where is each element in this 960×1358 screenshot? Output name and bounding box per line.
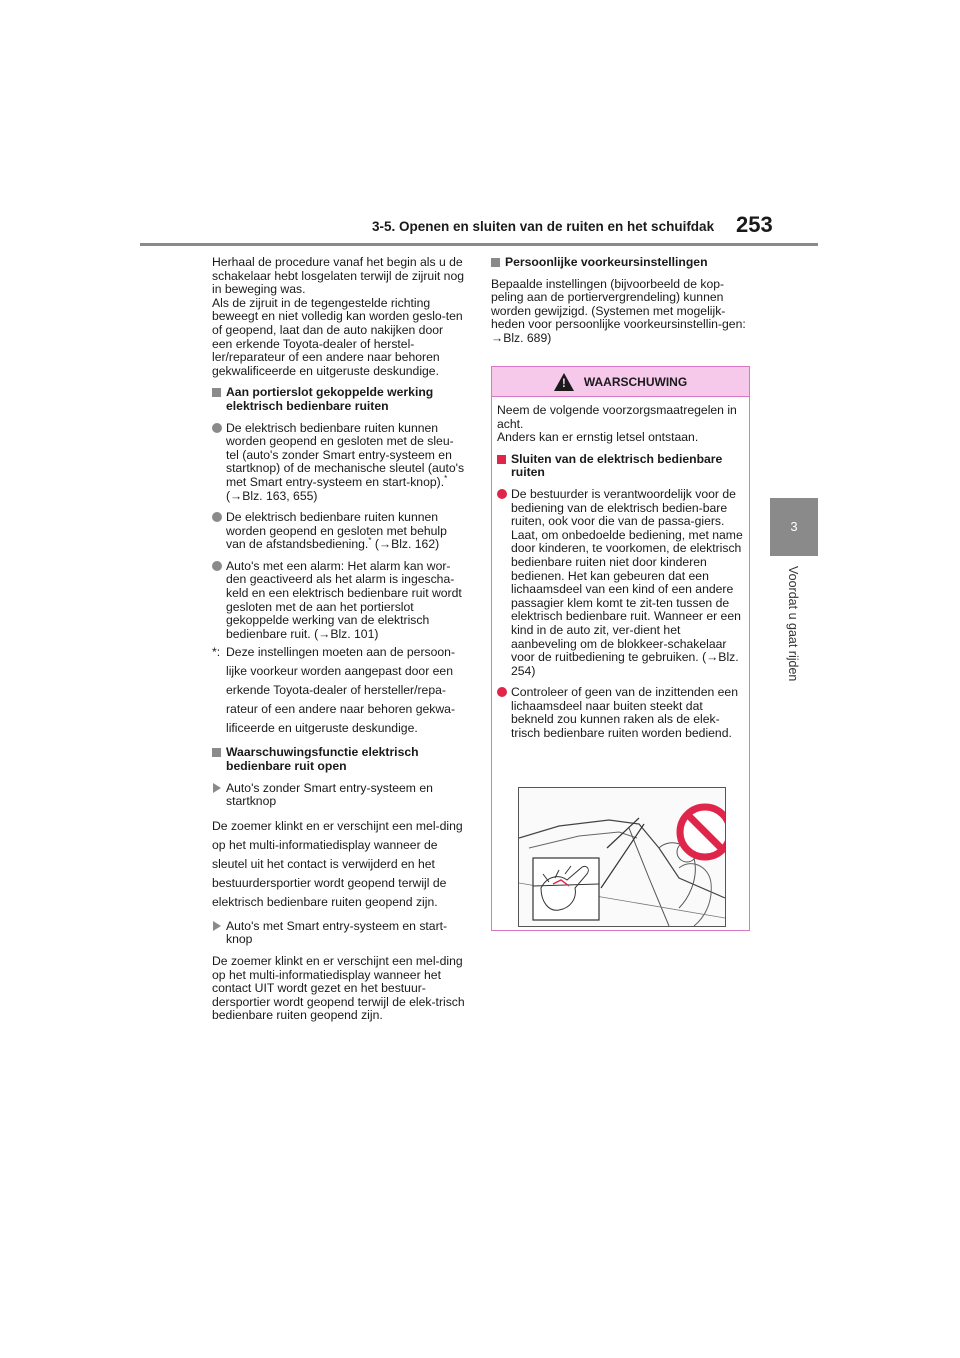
sub-heading bbox=[212, 782, 466, 809]
right-column bbox=[491, 256, 751, 354]
sub-heading-text: Auto's met Smart entry-systeem en start-knop bbox=[226, 918, 448, 947]
list-item bbox=[497, 686, 743, 740]
warning-triangle-icon: ! bbox=[554, 373, 574, 391]
list-item: De elektrisch bedienbare ruiten kunnen worden geopend en gesloten met de sleu-tel (auto's zonder Smart entry-systeem en startknop) of de mechanische sleutel (auto's met Smart entry-systeem en start-knop).* (→Blz. 163, 655) bbox=[212, 422, 466, 504]
square-bullet-icon bbox=[212, 748, 221, 757]
list-item-text: Auto's met een alarm: Het alarm kan wor-den geactiveerd als het alarm is ingescha-keld en een elektrisch bedienbare ruit wordt gesloten met de aan het portierslot gekoppelde werking van de elektrisch bedienbare ruit. (→Blz. 101) bbox=[226, 558, 462, 641]
section-heading-personal-settings bbox=[491, 256, 751, 270]
round-bullet-icon bbox=[497, 687, 507, 697]
hand-in-window-drawing bbox=[519, 788, 725, 926]
body-paragraph: De zoemer klinkt en er verschijnt een mel-ding op het multi-informatiedisplay wanneer het contact UIT wordt gezet en het bestuur-dersportier wordt geopend terwijl de elek-trisch bedienbare ruiten geopend zijn. bbox=[212, 954, 465, 1023]
round-bullet-icon bbox=[497, 489, 507, 499]
sub-heading-text: Auto's zonder Smart entry-systeem en startknop bbox=[226, 780, 433, 809]
heading-text: Persoonlijke voorkeursinstellingen bbox=[505, 255, 708, 269]
triangle-bullet-icon bbox=[213, 921, 221, 931]
list-item-text: Controleer of geen van de inzittenden een lichaamsdeel naar buiten steekt dat bekneld zou kunnen raken als de elek-trisch bedienbare ruiten worden bediend. bbox=[511, 685, 738, 741]
page-number: 253 bbox=[736, 212, 773, 237]
chapter-tab: 3 bbox=[770, 498, 818, 556]
page-reference: (→Blz. 163, 655) bbox=[226, 488, 318, 503]
round-bullet-icon bbox=[212, 512, 222, 522]
round-bullet-icon bbox=[212, 561, 222, 571]
intro-paragraph: Herhaal de procedure vanaf het begin als u de schakelaar hebt losgelaten terwijl de zijruit nog in beweging was. bbox=[212, 255, 465, 297]
sub-heading bbox=[212, 920, 466, 947]
footnote-text: Deze instellingen moeten aan de persoon-lijke voorkeur worden aangepast door een erkende Toyota-dealer of hersteller/repa-rateur of een andere naar behoren gekwa-lificeerde en uitgeruste deskundige. bbox=[226, 645, 456, 736]
round-bullet-icon bbox=[212, 423, 222, 433]
warning-intro: Neem de volgende voorzorgsmaatregelen in acht. bbox=[497, 403, 737, 431]
list-item bbox=[212, 560, 466, 642]
section-heading-door-lock-link bbox=[212, 386, 466, 413]
warning-body bbox=[492, 397, 749, 741]
heading-text: Sluiten van de elektrisch bedienbare ruiten bbox=[511, 451, 723, 480]
heading-text: Waarschuwingsfunctie elektrisch bedienbare ruit open bbox=[226, 745, 419, 774]
left-column bbox=[212, 256, 466, 1031]
header-rule bbox=[140, 243, 818, 246]
running-header: 3-5. Openen en sluiten van de ruiten en het schuifdak bbox=[372, 219, 715, 234]
heading-text: Aan portierslot gekoppelde werking elektrisch bedienbare ruiten bbox=[226, 385, 434, 413]
chapter-side-label: Voordat u gaat rijden bbox=[786, 566, 800, 682]
footnote bbox=[212, 643, 466, 738]
body-paragraph: De zoemer klinkt en er verschijnt een mel-ding op het multi-informatiedisplay wanneer de sleutel uit het contact is verwijderd en het bestuurdersportier wordt geopend terwijl de elektrisch bedienbare ruiten geopend zijn. bbox=[212, 818, 463, 909]
warning-title: WAARSCHUWING bbox=[583, 374, 688, 389]
warning-intro-2: Anders kan er ernstig letsel ontstaan. bbox=[497, 430, 699, 445]
section-heading-open-warning bbox=[212, 746, 466, 773]
footnote-mark: *: bbox=[212, 645, 221, 660]
body-paragraph: Bepaalde instellingen (bijvoorbeeld de kop-peling aan de portiervergrendeling) kunnen worden gewijzigd. (Systemen met mogelijk-heden voor persoonlijke voorkeursinstellin-gen: →Blz. 689) bbox=[491, 276, 746, 345]
intro-paragraph-2: Als de zijruit in de tegengestelde richting beweegt en niet volledig kan worden geslo-ten of geopend, laat dan de auto nakijken door een erkende Toyota-dealer of herstel-ler/reparateur of een andere naar behoren gekwalificeerde en uitgeruste deskundige. bbox=[212, 295, 463, 378]
list-item-text: De elektrisch bedienbare ruiten kunnen worden geopend en gesloten met de sleu-tel (auto's zonder Smart entry-systeem en startknop) of de mechanische sleutel (auto's met Smart entry-systeem en start-knop). bbox=[226, 420, 465, 489]
page-reference: (→Blz. 162) bbox=[371, 537, 440, 552]
square-bullet-icon bbox=[497, 455, 506, 464]
car-window-illustration bbox=[518, 787, 726, 927]
list-item: De elektrisch bedienbare ruiten kunnen worden geopend en gesloten met behulp van de afstandsbediening.* (→Blz. 162) bbox=[212, 511, 466, 552]
warning-header bbox=[492, 367, 749, 397]
square-bullet-icon bbox=[212, 388, 221, 397]
square-bullet-icon bbox=[491, 258, 500, 267]
warning-box bbox=[491, 366, 750, 931]
triangle-bullet-icon bbox=[213, 783, 221, 793]
list-item-text: De bestuurder is verantwoordelijk voor de bediening van de elektrisch bedien-bare ruiten, ook voor die van de passa-giers. Laat, om onbedoelde bediening, met name door kinderen, te voorkomen, de elektrisch bedienbare ruiten niet door kinderen bedienen. Het kan gebeuren dat een lichaamsdeel van een kind of een andere passagier klem komt te zit-ten tussen de elektrisch bedienbare ruit. Wanneer er een kind in de auto zit, ver-dient het aanbeveling om de blokkeer-schakelaar voor de ruitbediening te gebruiken. (→Blz. 254) bbox=[511, 486, 743, 678]
list-item-text: De elektrisch bedienbare ruiten kunnen worden geopend en gesloten met behulp van de afstandsbediening. bbox=[226, 510, 447, 552]
list-item bbox=[497, 488, 743, 678]
warning-heading bbox=[497, 453, 743, 480]
